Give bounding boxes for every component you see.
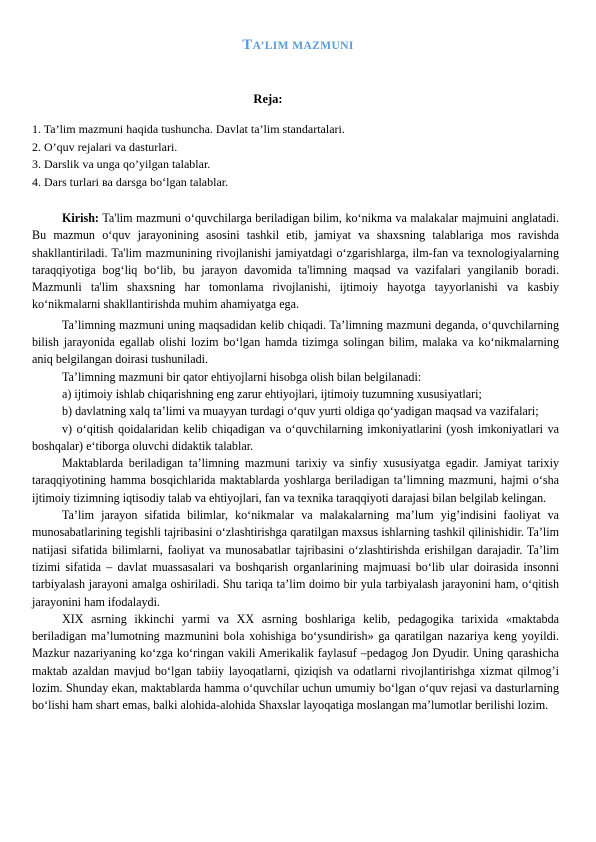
- body-paragraph: XIX asrning ikkinchi yarmi va XX asrning boshlariga kelib, pedagogika tarixida «maktabda beriladigan ma’lumotning mazmunini bola xohishiga bo‘ysundirish» ga qaratilgan nazariya keng yoyildi. Mazkur nazariyaning ko‘zga ko‘ringan vakili Amerikalik faylasuf –pedagog Jon Dyudir. Uning qarashicha maktab azaldan mavjud bo‘lgan tabiiy layoqatlarni, qiziqish va odatlarni rivojlantirishga xizmat qilmog’i lozim. Shunday ekan, maktablarda hamma o‘quvchilar uchun umumiy bo‘lgan o‘quv rejasi va dasturlarning bo‘lishi ham shart emas, balki alohida-alohida Shaxslar layoqatiga moslangan ma’lumotlar berilishi lozim.: [32, 611, 559, 713]
- body-paragraph: b) davlatning xalq ta’limi va muayyan turdagi o‘quv yurti oldiga qo‘yadigan maqsad va vazifalari;: [62, 404, 539, 419]
- plan-item: 3. Darslik va unga qo’yilgan talablar.: [32, 157, 211, 171]
- document-body: [32, 210, 559, 715]
- page-title: [0, 37, 596, 54]
- plan-item: 4. Dars turlari ва darsga bo‘lgan talablar.: [32, 174, 229, 189]
- plan-list: [32, 121, 562, 191]
- body-paragraph: Ta’limning mazmuni uning maqsadidan kelib chiqadi. Ta’limning mazmuni deganda, o‘quvchilarning bilish jarayonida egallab olishi lozim bo‘lgan hamda tizimga solingan bilim, malaka va ko‘nikmalarning aniq belgilangan doirasi tushuniladi.: [32, 317, 559, 367]
- intro-text: Ta'lim mazmuni o‘quvchilarga beriladigan bilim, ko‘nikma va malakalar majmuini anglatadi. Bu mazmun o‘quv jarayonining asosini tashkil etib, jamiyat va shaxsning talablariga mos ravishda shakllantiriladi. Ta'lim mazmunining rivojlanishi jamiyatdagi o‘zgarishlarga, ilm-fan va texnologiyalarning taraqqiyotiga bog‘liq bo‘lib, bu jarayon davomida ta'limning maqsad va vazifalari yangilanib boradi. Mazmunli ta'lim shaxsning har tomonlama rivojlanishi, ijtimoiy hayotga tayyorlanishi va kasbiy ko‘nikmalarni shakllantirishda muhim ahamiyatga ega.: [32, 211, 559, 312]
- intro-lead: Kirish:: [62, 211, 99, 225]
- body-paragraph: Maktablarda beriladigan ta’limning mazmuni tarixiy va sinfiy xususiyatga egadir. Jamiyat tarixiy taraqqiyotining hamma bosqichlarida maktablarda yoshlarga beriladigan ta’limning mazmuni, hajmi o‘sha ijtimoiy tizimning iqtisodiy talab va ehtiyojlari, fan va texnika taraqqiyoti darajasi bilan belgilab kelingan.: [32, 456, 559, 505]
- plan-item: 2. O’quv rejalari va dasturlari.: [32, 139, 178, 154]
- body-paragraph: Ta’limning mazmuni bir qator ehtiyojlarni hisobga olish bilan belgilanadi:: [62, 369, 422, 384]
- plan-heading: Reja:: [253, 92, 283, 106]
- plan-item: 1. Ta’lim mazmuni haqida tushuncha. Davlat ta’lim standartalari.: [32, 122, 345, 136]
- body-paragraph: Ta’lim jarayon sifatida bilimlar, ko‘nikmalar va malakalarning ma’lum yig’indisini faoliyat va munosabatlarining tegishli tajribasini o‘zlashtirishga qaratilgan maxsus ishlarning tashkil qilinishidir. Ta’lim natijasi sifatida bilimlarni, faoliyat va munosabatlar tajribasini o‘zlashtirishda erishilgan darajadir. Ta’lim tizimi sifatida – davlat muassasalari va boshqarish organlarining majmuasi bo‘lib ular doirasida insonni tarbiyalash jarayoni amalga oshiriladi. Shu tariqa ta’lim doimo bir yula tarbiyalash jarayonini ham, o‘qitish jarayonini ham ifodalaydi.: [32, 508, 559, 609]
- intro-paragraph: [32, 210, 559, 314]
- body-paragraph: a) ijtimoiy ishlab chiqarishning eng zarur ehtiyojlari, ijtimoiy tuzumning xususiyatlari;: [62, 386, 482, 401]
- body-paragraph: v) o‘qitish qoidalaridan kelib chiqadigan va o‘quvchilarning imkoniyatlarini (yosh imkoniyatlari va boshqalar) e‘tiborga oluvchi didaktik talablar.: [32, 421, 559, 453]
- title-first-letter: T: [242, 37, 253, 53]
- title-rest: A’LIM MAZMUNI: [252, 40, 354, 52]
